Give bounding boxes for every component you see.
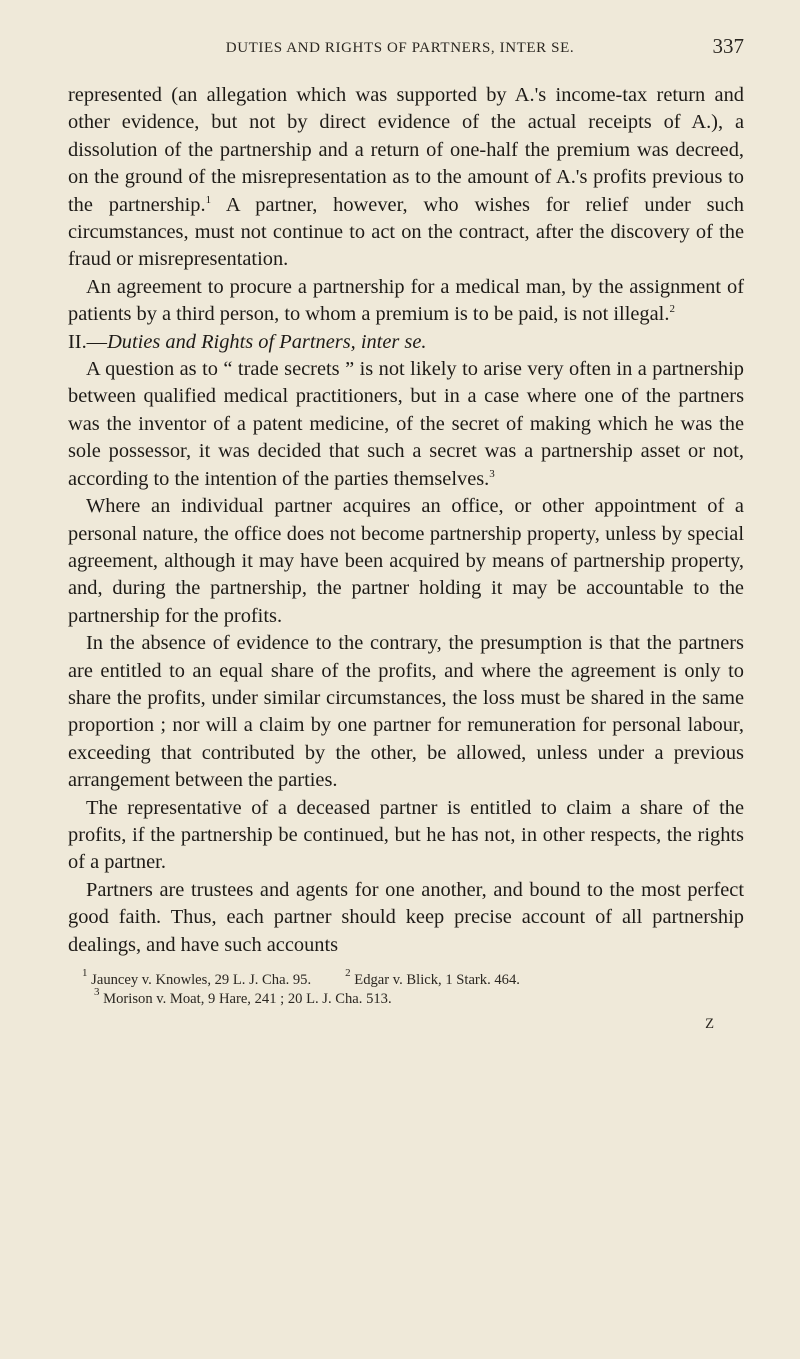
signature-mark: Z (705, 1016, 714, 1032)
page-number: 337 (712, 34, 744, 58)
paragraph: The representative of a deceased partner is entitled to claim a share of the profits, if the partnership be continued, but he has not, in other respects, the rights of a partner. (68, 796, 744, 874)
footnote: $^2$ Edgar v. Blick, 1 Stark. 464. (345, 967, 520, 988)
footnote: $^3$ Morison v. Moat, 9 Hare, 241 ; 20 L. J. Cha. 513. (94, 986, 392, 1007)
footnote-row (68, 986, 744, 1009)
footnote-row (68, 967, 744, 990)
footnote-ref: 3 (489, 467, 495, 480)
paragraph: A question as to “ trade secrets ” is not likely to arise very often in a partnership between qualified medical practitioners, but in a case where one of the partners was the inventor of a patent medicine, of the secret of making which he was the sole possessor, it was decided that such a secret was a partnership asset or not, according to the intention of the parties themselves.$^3$ (68, 358, 744, 490)
footnote-ref: 2 (669, 303, 675, 316)
paragraph: Where an individual partner acquires an office, or other appointment of a personal nature, the office does not become partnership property, unless by special agreement, although it may have been acquired by means of partnership property, and, during the partnership, the partner holding it may be accountable to the partnership for the profits. (68, 495, 744, 627)
paragraph: An agreement to procure a partnership for a medical man, by the assignment of patients by a third person, to whom a premium is to be paid, is not illegal.$^2$ (68, 275, 744, 326)
section-heading (68, 329, 744, 356)
footnote: $^1$ Jauncey v. Knowles, 29 L. J. Cha. 95. (82, 967, 312, 988)
running-head: DUTIES AND RIGHTS OF PARTNERS, INTER SE. (225, 40, 575, 56)
paragraph: Partners are trustees and agents for one another, and bound to the most perfect good faith. Thus, each partner should keep precise account of all partnership dealings, and have such accounts (68, 878, 744, 956)
section-title: Duties and Rights of Partners, inter se. (107, 330, 427, 353)
body-text (68, 82, 744, 959)
paragraph: In the absence of evidence to the contrary, the presumption is that the partners are entitled to an equal share of the profits, and where the agreement is only to share the profits, under similar circumstances, the loss must be shared in the same proportion ; nor will a claim by one partner for remuneration for personal labour, exceeding that contributed by the other, be allowed, unless under a previous arrangement between the parties. (68, 632, 744, 792)
footnote-ref: 1 (205, 193, 212, 206)
section-numeral: II.— (68, 330, 108, 353)
paragraph: represented (an allegation which was supported by A.'s income-tax return and other evidence, but not by direct evidence of the actual receipts of A.), a dissolution of the partnership and a return of one-half the premium was decreed, on the ground of the misrepresentation as to the amount of A.'s profits previous to the partnership.$^1$ A partner, however, who wishes for relief under such circumstances, must not continue to act on the contract, after the discovery of the fraud or misrepresentation. (68, 84, 744, 271)
footnotes (68, 967, 744, 1034)
